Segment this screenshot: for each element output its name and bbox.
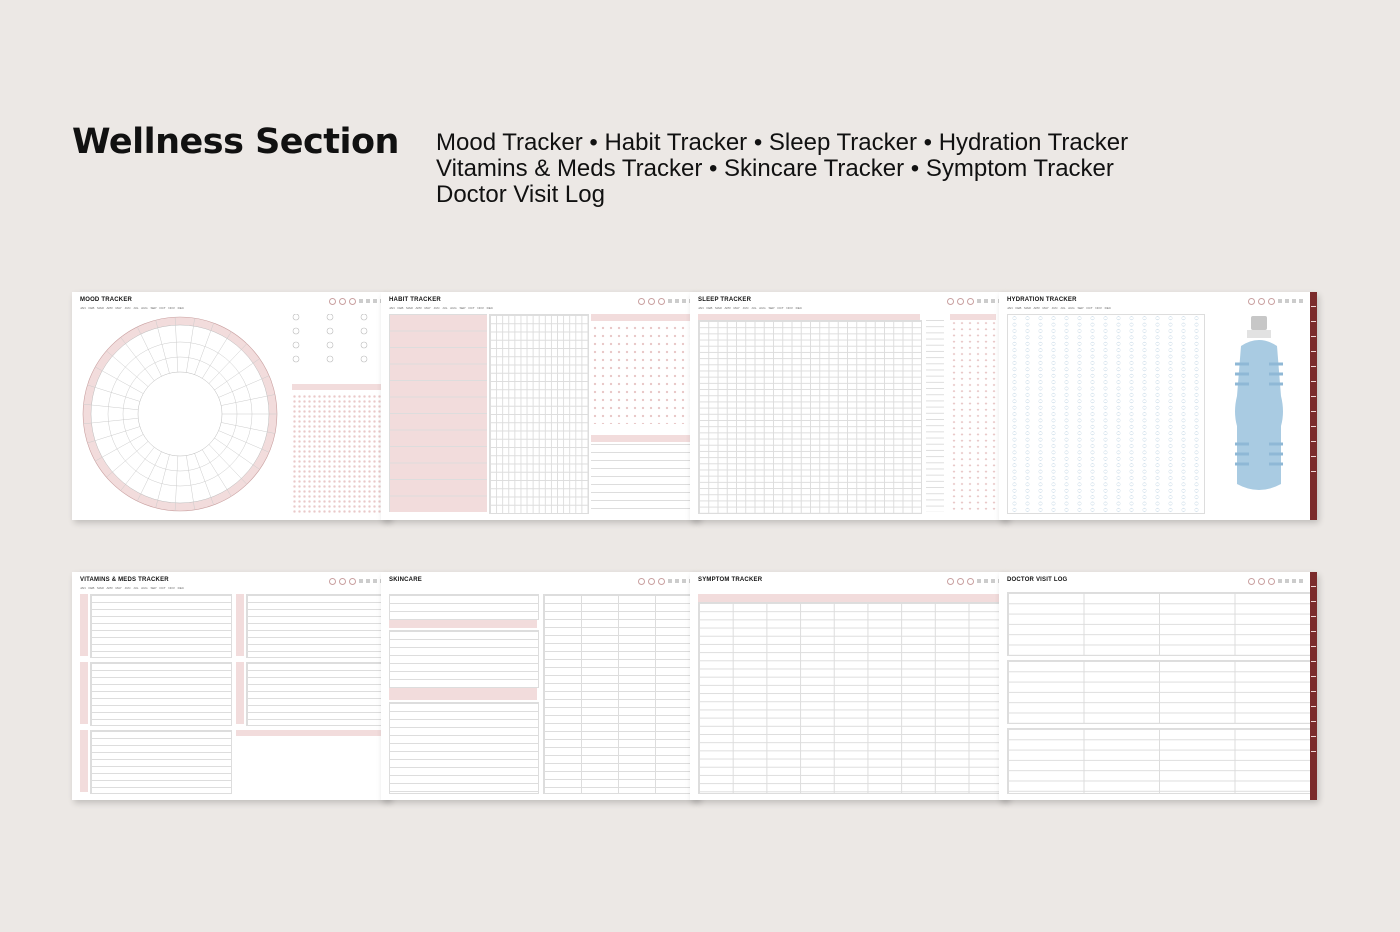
notes-dot-grid (292, 394, 384, 514)
week-label-4 (236, 594, 244, 656)
page-title: SLEEP TRACKER (698, 297, 752, 303)
water-bottle-icon (1229, 316, 1289, 494)
symptom-table (698, 602, 1004, 794)
monthly-habits-band (591, 435, 695, 442)
meds-table-4 (246, 594, 388, 658)
total-hours-column (926, 320, 944, 512)
hydration-glass-grid (1007, 314, 1205, 514)
nav-icons (947, 297, 1002, 305)
month-tabs: JAN FEB MAR APR MAY JUN JUL AUG SEP OCT NOV DEC (80, 586, 185, 590)
contents-line-3: Doctor Visit Log (436, 181, 605, 208)
nav-icons (638, 577, 693, 585)
visit-log-2 (1007, 660, 1311, 724)
meds-table-5 (246, 662, 388, 726)
meds-table-2 (90, 662, 232, 726)
mood-tracker-page (72, 292, 390, 520)
quality-stars (950, 320, 996, 512)
page-title: HABIT TRACKER (389, 297, 441, 303)
section-tabs[interactable] (1310, 292, 1317, 520)
habit-day-grid (489, 314, 589, 514)
nav-icons (329, 297, 384, 305)
nav-icons (638, 297, 693, 305)
vitamins-meds-tracker-page (72, 572, 390, 800)
routine-lines (389, 702, 539, 794)
week-label-3 (80, 730, 88, 792)
month-tabs: JAN FEB MAR APR MAY JUN JUL AUG SEP OCT NOV DEC (1007, 306, 1112, 310)
skin-goals-lines (389, 630, 539, 688)
section-contents (436, 130, 1128, 208)
habit-tracker-page (381, 292, 699, 520)
nav-icons (329, 577, 384, 585)
products-table (543, 594, 695, 794)
symptom-header (698, 594, 1002, 602)
nav-icons (947, 577, 1002, 585)
month-tabs: JAN FEB MAR APR MAY JUN JUL AUG SEP OCT NOV DEC (80, 306, 185, 310)
monthly-habits-lines (591, 444, 695, 512)
visit-log-3 (1007, 728, 1311, 794)
mood-legend (292, 314, 384, 374)
sleep-hour-grid (698, 320, 922, 514)
page-title: DOCTOR VISIT LOG (1007, 577, 1068, 583)
mood-wheel (80, 312, 280, 516)
week-label-1 (80, 594, 88, 656)
section-tabs[interactable] (1310, 572, 1317, 800)
visit-log-1 (1007, 592, 1311, 656)
week-label-2 (80, 662, 88, 724)
meds-table-1 (90, 594, 232, 658)
nav-icons (1248, 577, 1303, 585)
skincare-page (381, 572, 699, 800)
notes-band (236, 730, 386, 736)
routine-band (389, 688, 537, 700)
page-title: SKINCARE (389, 577, 422, 583)
month-tabs: JAN FEB MAR APR MAY JUN JUL AUG SEP OCT NOV DEC (698, 306, 803, 310)
page-title: SYMPTOM TRACKER (698, 577, 763, 583)
week-label-5 (236, 662, 244, 724)
habit-names-column (389, 314, 487, 512)
contents-line-2: Vitamins & Meds Tracker • Skincare Tracker • Symptom Tracker (436, 155, 1114, 182)
contents-line-1: Mood Tracker • Habit Tracker • Sleep Tracker • Hydration Tracker (436, 129, 1129, 156)
weekly-habits-dots (591, 324, 695, 424)
meds-table-3 (90, 730, 232, 794)
weekly-habits-band (591, 314, 695, 321)
notes-band (292, 384, 384, 390)
doctor-visit-log-page (999, 572, 1317, 800)
page-title: MOOD TRACKER (80, 297, 133, 303)
sleep-tracker-page (690, 292, 1008, 520)
hydration-tracker-page (999, 292, 1317, 520)
page-title: VITAMINS & MEDS TRACKER (80, 577, 169, 583)
symptom-tracker-page (690, 572, 1008, 800)
month-tabs: JAN FEB MAR APR MAY JUN JUL AUG SEP OCT NOV DEC (389, 306, 494, 310)
page-title: HYDRATION TRACKER (1007, 297, 1077, 303)
skin-goals-band (389, 620, 537, 628)
skin-evaluation (389, 594, 539, 620)
nav-icons (1248, 297, 1303, 305)
section-heading: Wellness Section (72, 122, 399, 162)
